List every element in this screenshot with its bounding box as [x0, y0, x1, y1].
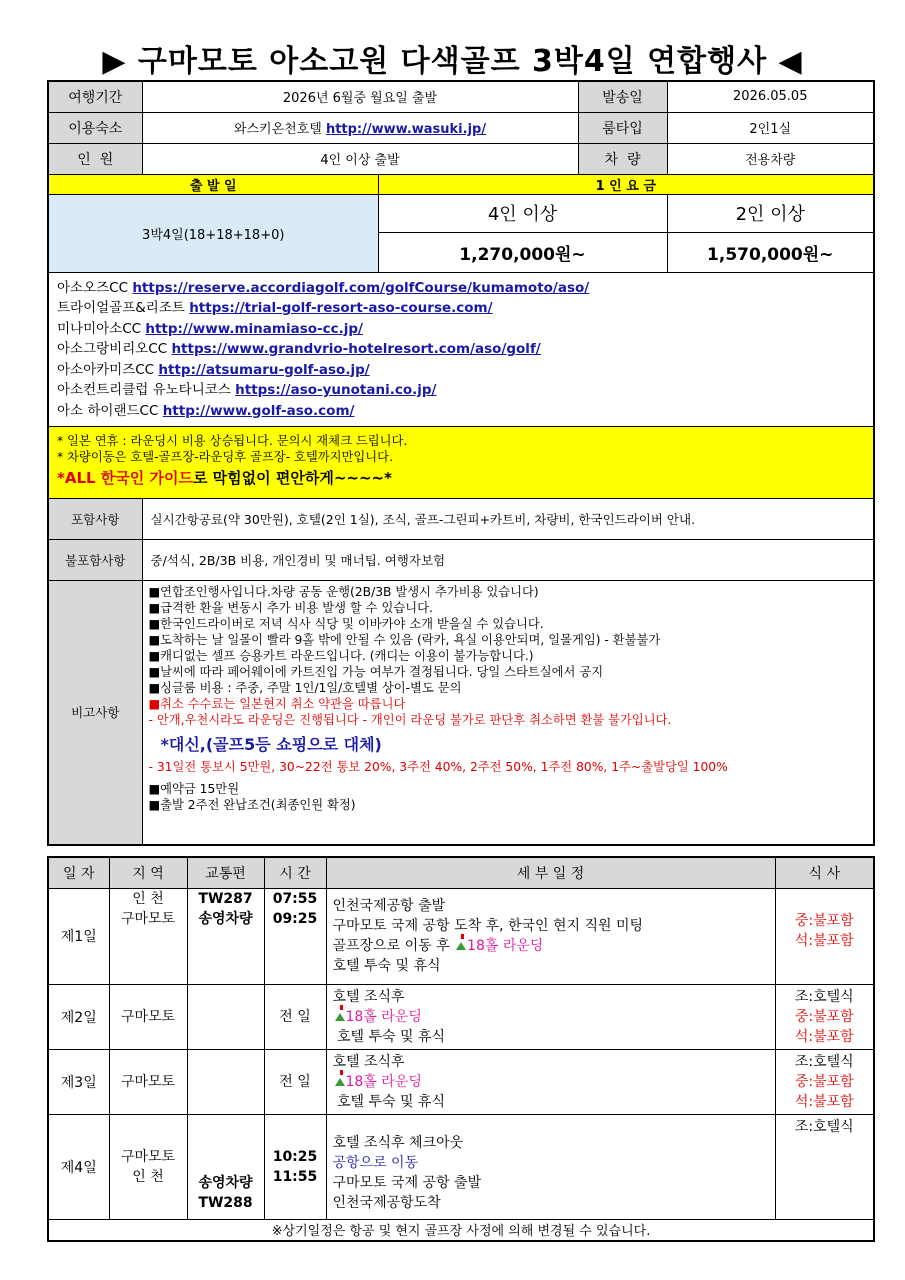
hotel-name: 와스키온천호텔 — [233, 122, 322, 137]
itinerary-details — [326, 888, 775, 984]
room-type-label: 룸타입 — [578, 112, 667, 143]
exclude-label: 불포함사항 — [48, 540, 142, 581]
remarks-list — [149, 584, 868, 696]
golf-course-name: 아소그랑비리오CC — [57, 341, 172, 357]
vehicle-value: 전용차량 — [667, 143, 874, 174]
detail-line: 호텔 투숙 및 휴식 — [332, 1028, 445, 1045]
golf-flag-icon — [335, 1078, 345, 1086]
time-text: 전 일 — [279, 1008, 311, 1025]
detail-line: 호텔 투숙 및 휴식 — [332, 1093, 445, 1110]
itinerary-time — [264, 1114, 326, 1219]
people-label: 인 원 — [48, 143, 142, 174]
itinerary-region — [109, 984, 187, 1049]
departure-header: 출 발 일 — [48, 174, 378, 194]
golf-course-name: 아소오즈CC — [57, 279, 133, 296]
golf-course-name: 미나미아소CC — [57, 320, 146, 337]
hotel-link[interactable]: http://www.wasuki.jp/ — [325, 122, 487, 137]
golf-course-link[interactable]: https://www.grandvrio-hotelresort.com/aso/golf/ — [171, 341, 541, 357]
period-value: 2026년 6월중 월요일 출발 — [142, 81, 578, 112]
golf-course-link[interactable]: https://reserve.accordiagolf.com/golfCourse/kumamoto/aso/ — [132, 279, 590, 296]
round-text: 18홀 라운딩 — [467, 938, 544, 954]
remark-item: ■도착하는 날 일몰이 빨라 9홀 밖에 안될 수 있음 (락카, 욕실 이용안되며, 일몰게임) - 환불불가 — [148, 633, 661, 647]
detail-line: 호텔 조식후 — [332, 1053, 405, 1070]
itinerary-header-cell: 지 역 — [109, 857, 187, 888]
payment-note: ■출발 2주전 완납조건(최종인원 확정) — [148, 798, 356, 812]
remark-item: ■싱글룸 비용 : 주중, 주말 1인/1일/호텔별 상이-별도 문의 — [148, 681, 462, 695]
itinerary-time — [264, 1049, 326, 1114]
itinerary-details — [326, 1114, 775, 1219]
itinerary-meals — [775, 888, 874, 984]
exclude-text: 중/석식, 2B/3B 비용, 개인경비 및 매너팁. 여행자보험 — [142, 540, 874, 581]
cancel-policy: ■취소 수수료는 일본현지 취소 약관을 따릅니다 — [148, 697, 406, 711]
itinerary-header-cell: 시 간 — [264, 857, 326, 888]
detail-line: 호텔 투숙 및 휴식 — [332, 958, 441, 974]
notice-guide: *ALL 한국인 가이드로 막힘없이 편안하게~~~~* — [57, 469, 392, 487]
itinerary-row — [48, 984, 874, 1049]
golf-course-item — [57, 401, 865, 422]
region-text: 구마모토 — [120, 1073, 176, 1090]
remark-item: ■한국인드라이버로 저녁 식사 식당 및 이바카야 소개 받을실 수 있습니다. — [148, 617, 544, 631]
detail-line: 구마모토 국제 공항 도착 후, 한국인 현지 직원 미팅 — [332, 918, 644, 934]
itinerary-row — [48, 1114, 874, 1219]
itinerary-meals — [775, 1049, 874, 1114]
deposit-note: ■예약금 15만원 — [148, 782, 240, 796]
remark-item: ■날씨에 따라 페어웨이에 카트진입 가능 여부가 결정됩니다. 당일 스타트실에서 공지 — [148, 665, 604, 679]
itinerary-details — [326, 1049, 775, 1114]
include-label: 포함사항 — [48, 499, 142, 540]
region-text: 구마모토 — [120, 910, 176, 927]
meal-text: 조:호텔식 — [794, 1118, 854, 1135]
remark-item: ■연합조인행사입니다.차량 공동 운행(2B/3B 발생시 추가비용 있습니다) — [148, 585, 539, 599]
remarks-label: 비고사항 — [48, 581, 142, 845]
itinerary-header-cell: 교통편 — [187, 857, 264, 888]
room-type-value: 2인1실 — [667, 112, 874, 143]
send-date-label: 발송일 — [578, 81, 667, 112]
detail-line — [333, 1072, 769, 1092]
golf-course-link[interactable]: http://atsumaru-golf-aso.jp/ — [158, 361, 370, 378]
region-text: 구마모토 — [120, 1008, 176, 1025]
itinerary-meals — [775, 1114, 874, 1219]
include-text: 실시간항공료(약 30만원), 호텔(2인 1실), 조식, 골프-그린피+카트비, 차량비, 한국인드라이버 안내. — [142, 499, 874, 540]
golf-course-name: 아소컨트리클럽 유노타니코스 — [57, 382, 236, 398]
meal-text: 중:불포함 — [794, 1008, 854, 1025]
transport-text: 송영차량 — [198, 1174, 253, 1191]
remark-item: ■캐디없는 셀프 승용카트 라운드입니다. (캐디는 이용이 불가능합니다.) — [148, 649, 534, 663]
golf-flag-icon — [456, 942, 466, 950]
meal-text: 석:불포함 — [794, 1028, 854, 1045]
itinerary-table — [47, 856, 875, 1242]
cancel-note: - 안개,우천시라도 라운딩은 진행됩니다 - 개인이 라운딩 불가로 판단후 취소하면 환불 불가입니다. — [148, 713, 672, 727]
golf-course-name: 트라이얼골프&리조트 — [57, 300, 190, 316]
price-2plus: 1,570,000원~ — [667, 232, 874, 272]
itinerary-transport — [187, 1049, 264, 1114]
itinerary-row — [48, 888, 874, 984]
golf-course-item — [57, 339, 865, 360]
hotel-cell — [142, 112, 578, 143]
detail-line: 호텔 조식후 체크아웃 — [332, 1134, 464, 1151]
remarks-cell — [142, 581, 874, 845]
golf-flag-icon — [335, 1013, 345, 1021]
hotel-label: 이용숙소 — [48, 112, 142, 143]
time-text: 11:55 — [272, 1168, 318, 1185]
itinerary-header-cell: 식 사 — [775, 857, 874, 888]
time-text: 전 일 — [279, 1073, 311, 1090]
page-title: ▶ 구마모토 아소고원 다색골프 3박4일 연합행사 ◀ — [102, 44, 803, 79]
golf-course-link[interactable]: https://aso-yunotani.co.jp/ — [235, 382, 437, 398]
itinerary-region — [109, 888, 187, 984]
region-text: 인 천 — [132, 890, 164, 907]
golf-courses-cell — [48, 272, 874, 427]
itinerary-time — [264, 984, 326, 1049]
detail-line: 인천국제공항도착 — [332, 1194, 441, 1211]
transport-text: 송영차량 — [198, 910, 253, 927]
itinerary-transport — [187, 888, 264, 984]
price-4plus: 1,270,000원~ — [378, 232, 667, 272]
itinerary-details — [326, 984, 775, 1049]
time-text: 09:25 — [272, 910, 318, 927]
region-text: 구마모토 — [120, 1148, 176, 1165]
time-text: 07:55 — [272, 890, 318, 907]
itinerary-row — [48, 1049, 874, 1114]
itinerary-time — [264, 888, 326, 984]
refund-policy: - 31일전 통보시 5만원, 30~22전 통보 20%, 3주전 40%, 2주전 50%, 1주전 80%, 1주~출발당일 100% — [148, 760, 728, 774]
meal-text: 석:불포함 — [794, 1093, 854, 1110]
meal-text: 중:불포함 — [794, 1073, 854, 1090]
itinerary-day: 제1일 — [48, 888, 109, 984]
itinerary-day: 제2일 — [48, 984, 109, 1049]
time-text: 10:25 — [272, 1148, 318, 1165]
itinerary-header-cell: 일 자 — [48, 857, 109, 888]
itinerary-meals — [775, 984, 874, 1049]
plan-cell: 3박4일(18+18+18+0) — [48, 194, 378, 272]
itinerary-day: 제4일 — [48, 1114, 109, 1219]
remark-item: ■급격한 환율 변동시 추가 비용 발생 할 수 있습니다. — [148, 601, 433, 615]
transport-text: TW288 — [198, 1194, 253, 1211]
golf-course-name: 아소 하이랜드CC — [57, 402, 163, 419]
round-text: 18홀 라운딩 — [345, 1008, 422, 1025]
meal-text: 중:불포함 — [794, 912, 854, 929]
detail-line: 공항으로 이동 — [332, 1154, 419, 1171]
send-date-value: 2026.05.05 — [667, 81, 874, 112]
round-text: 18홀 라운딩 — [345, 1073, 422, 1090]
golf-course-item — [57, 360, 865, 381]
golf-course-link[interactable]: http://www.minamiaso-cc.jp/ — [145, 320, 363, 337]
itinerary-header-cell: 세 부 일 정 — [326, 857, 775, 888]
transport-text: TW287 — [198, 890, 253, 907]
tour-info-table — [47, 80, 875, 846]
golf-course-item — [57, 278, 865, 299]
notice-vehicle: * 차량이동은 호텔-골프장-라운딩후 골프장- 호텔까지만입니다. — [57, 450, 393, 464]
golf-course-item — [57, 319, 865, 340]
golf-course-link[interactable]: https://trial-golf-resort-aso-course.com/ — [189, 300, 493, 316]
itinerary-transport — [187, 984, 264, 1049]
people-value: 4인 이상 출발 — [142, 143, 578, 174]
detail-text: 골프장으로 이동 후 — [332, 938, 455, 954]
itinerary-region — [109, 1049, 187, 1114]
golf-course-item — [57, 298, 865, 319]
itinerary-day: 제3일 — [48, 1049, 109, 1114]
golf-course-list — [57, 278, 865, 422]
notice-cell — [48, 427, 874, 499]
detail-line — [333, 1007, 769, 1027]
region-text: 인 천 — [132, 1168, 164, 1185]
itinerary-region — [109, 1114, 187, 1219]
fee-header: 1 인 요 금 — [378, 174, 874, 194]
golf-course-name: 아소아카미즈CC — [57, 361, 159, 378]
price-col-4plus: 4인 이상 — [378, 194, 667, 232]
vehicle-label: 차 량 — [578, 143, 667, 174]
meal-text: 석:불포함 — [794, 932, 854, 949]
detail-line — [333, 936, 769, 956]
detail-line: 구마모토 국제 공항 출발 — [332, 1174, 482, 1191]
meal-text: 조:호텔식 — [794, 1053, 854, 1070]
replace-note: *대신,(골프5등 쇼핑으로 대체) — [160, 735, 382, 754]
period-label: 여행기간 — [48, 81, 142, 112]
detail-line: 인천국제공항 출발 — [332, 898, 446, 914]
itinerary-footer: ※상기일정은 항공 및 현지 골프장 사정에 의해 변경될 수 있습니다. — [48, 1219, 874, 1241]
golf-course-link[interactable]: http://www.golf-aso.com/ — [162, 402, 355, 419]
itinerary-transport — [187, 1114, 264, 1219]
notice-holiday: * 일본 연휴 : 라운딩시 비용 상승됩니다. 문의시 재체크 드립니다. — [57, 434, 408, 448]
detail-line: 호텔 조식후 — [332, 988, 405, 1005]
price-col-2plus: 2인 이상 — [667, 194, 874, 232]
meal-text: 조:호텔식 — [794, 988, 854, 1005]
golf-course-item — [57, 380, 865, 401]
